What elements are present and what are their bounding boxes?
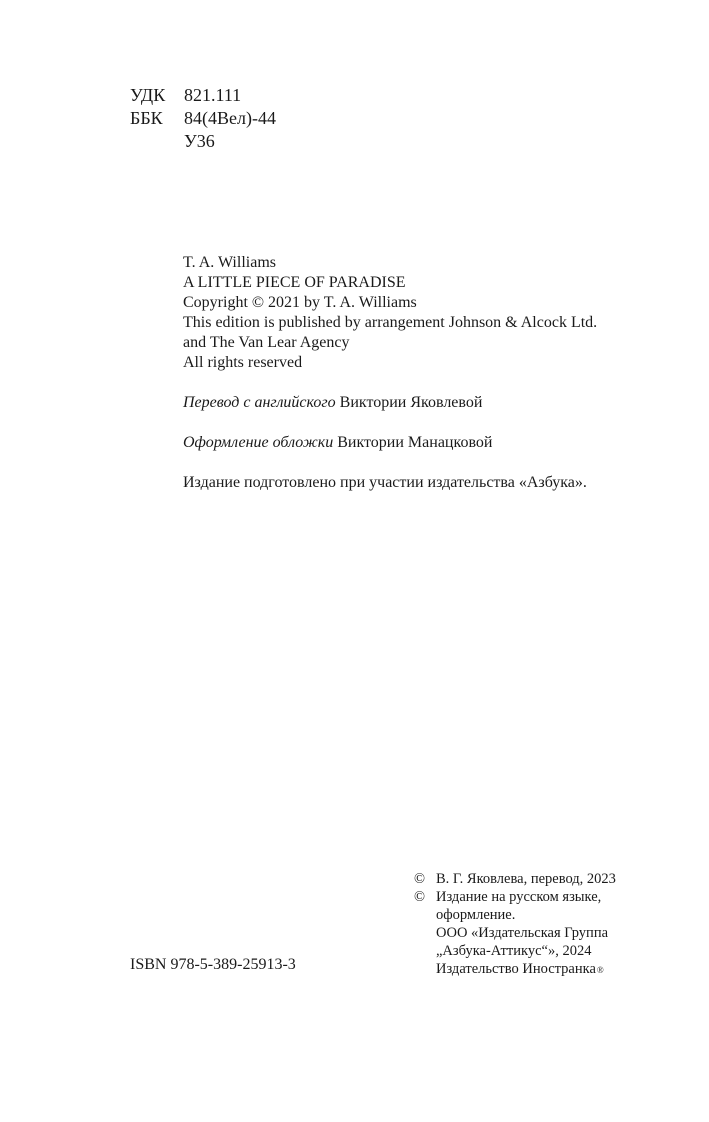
original-title: A LITTLE PIECE OF PARADISE [183,274,406,291]
rights-line-5: „Азбука-Аттикус“», 2024 [436,943,592,959]
translation-credit [183,393,597,413]
rights-row-1 [414,870,616,888]
publisher-name: Издательство Иностранка [436,961,596,977]
edition-copyright: Издание на русском языке, [436,889,602,905]
udk-row [130,84,276,107]
copyright-symbol: © [414,889,426,905]
rights-line-6 [414,960,616,978]
rights-reserved: All rights reserved [183,354,303,371]
bbk-label: ББК [130,108,163,128]
edition-line-2: and The Van Lear Agency [183,334,350,351]
cover-designer-name: Виктории Манацковой [333,434,493,451]
original-author: T. A. Williams [183,254,276,271]
udk-value: 821.111 [184,85,242,105]
rights-block [414,870,616,978]
original-copyright: Copyright © 2021 by T. A. Williams [183,294,417,311]
registered-mark: ® [596,965,604,975]
bbk-row [130,107,276,130]
cover-label: Оформление обложки [183,434,334,451]
translation-copyright: В. Г. Яковлева, перевод, 2023 [436,871,616,887]
author-mark-row [130,130,276,153]
translator-name: Виктории Яковлевой [335,394,483,411]
edition-line-1: This edition is published by arrangement Johnson & Alcock Ltd. [183,314,598,331]
author-mark: У36 [184,131,215,151]
copyright-symbol: © [414,871,426,887]
isbn: ISBN 978-5-389-25913-3 [130,956,296,973]
credits-block [183,253,597,493]
cover-credit [183,433,597,453]
translation-label: Перевод с английского [183,394,336,411]
rights-line-4: ООО «Издательская Группа [436,925,609,941]
classification-codes [130,84,276,153]
prepared-note: Издание подготовлено при участии издательства «Азбука». [183,474,587,491]
udk-label: УДК [130,85,166,105]
bbk-value: 84(4Вел)-44 [184,108,276,128]
rights-line-3: оформление. [436,907,516,923]
rights-row-2 [414,888,616,906]
